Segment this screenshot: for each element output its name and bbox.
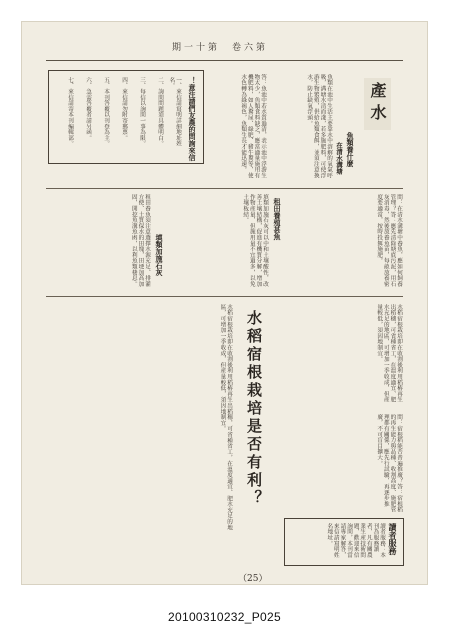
article-title-rice: 水稻宿根栽培是否有利？ xyxy=(245,310,263,508)
reader-service-text: 讀者服務：本刊為服務讀者，凡有關農業生產技術問題，歡迎來信詢問，本刊當請專家解答，來信請寫明姓名地址。 xyxy=(326,523,385,558)
section-title-gourd: 填類加施石灰 xyxy=(155,234,164,276)
article-column-mid-2: 填類加施石灰可以中和土壤酸性，改善土壤結構，促進有機質分解，增加作物產量，但施用量不宜過多，以免土壤板結。 xyxy=(242,194,268,287)
notice-item: 三、每信以詢問一事為限。 xyxy=(139,77,145,147)
article-column-bottom-2: 問：宿根稻能否普遍推廣？答：宿根稻的再生能力與品種、收割高度、施肥管理都有關係，應先行試驗，再逐步推廣，不可盲目擴大。 xyxy=(376,414,402,513)
notice-title: ！意注請們友農的問詢來信 xyxy=(188,77,197,161)
notice-item: 一、來信請寫明詳細地址姓名。 xyxy=(168,77,181,147)
magazine-page xyxy=(22,22,427,584)
reader-service-box xyxy=(284,518,404,566)
article-column-fish-2: 答：魚池中若水質過清，表示池中浮游生物太少，魚類食料缺乏，應當適量施用有機肥料，如人糞尿、綠肥、豬牛糞等，使水色轉為綠褐色，魚類生長才能迅速。 xyxy=(240,74,266,179)
notice-item: 二、詢問問題須具體明白。 xyxy=(157,77,163,147)
horizontal-divider xyxy=(46,296,403,297)
article-column-mid-3: 租田養魚須注意選擇水源充足、排灌方便、土質保水的田塊，田埂加高加固，開挖魚溝魚凼，以利魚類棲息。 xyxy=(130,194,150,287)
page-number: （25） xyxy=(238,574,268,584)
article-column-bottom-1: 水稻宿根栽培即在收割後利用稻樁再生出稻穗，可省種省工，在溫度適宜、肥水充足的地區，可增加一季收成，但產量較低，須因地制宜。 xyxy=(376,304,402,403)
page-header: 期一十第 卷六第 xyxy=(172,43,269,53)
notice-item: 四、來信請勿附寄郵票。 xyxy=(121,77,127,141)
horizontal-divider xyxy=(46,188,403,189)
reader-service-title: 讀者服務 xyxy=(388,523,398,555)
image-caption: 20100310232_P025 xyxy=(168,610,281,624)
article-column-bottom-3: 水稻宿根栽培即在收割後利用稻樁再生出稻穗，可省種省工，在溫度適宜、肥水充足的地區，可增加一季收成，但產量較低，須因地制宜。 xyxy=(219,304,232,531)
notice-item: 七、來信請寄本刊編輯部。 xyxy=(67,77,73,147)
article-column-fish-1: 魚類在池中生活主要靠水中溶解的氧氣呼吸，溝塘水清而淺，若多施肥料，可使浮游生物繁殖，供給魚類食餌，並須注意換水，防止缺氧浮頭。 xyxy=(306,74,332,179)
section-title-bean: 租田養殖甚魚 xyxy=(273,198,282,240)
section-title-fish: 產水 xyxy=(364,78,391,130)
notice-item: 六、急需答覆者請另函。 xyxy=(85,77,91,141)
notice-item: 五、本刊答覆以刊登為主。 xyxy=(103,77,109,147)
question-title-fish: 魚類養什麼 xyxy=(346,132,355,167)
article-column-mid-1: 問：在清水溝塘中養魚，應如何飼養管理？答：應先清除塘底污泥，用石灰消毒，然後放養魚苗，每畝放養密度要適當，按時投餌施肥。 xyxy=(376,194,402,287)
question-subtitle-fish: 在清水溝塘 xyxy=(335,142,343,175)
header-rule xyxy=(46,60,403,61)
notice-box xyxy=(48,70,204,164)
